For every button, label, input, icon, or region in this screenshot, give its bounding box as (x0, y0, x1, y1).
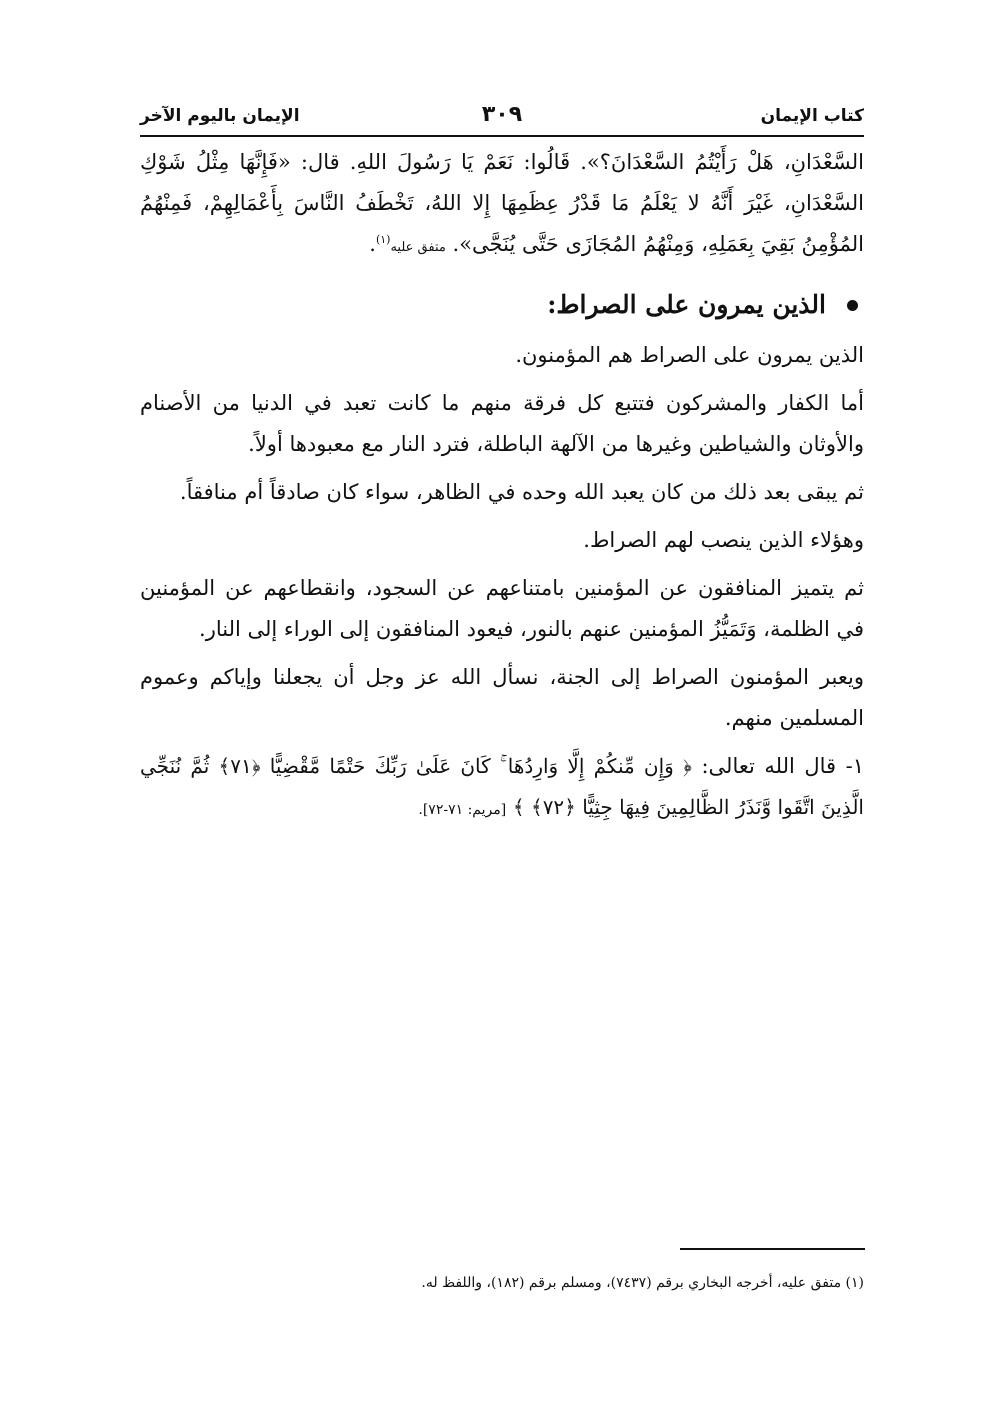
footnote-marker: (١) (375, 233, 391, 246)
paragraph: أما الكفار والمشركون فتتبع كل فرقة منهم ما كانت تعبد في الدنيا من الأصنام والأوثان والشياطين وغيرها من الآلهة الباطلة، فترد النار مع معبودها أولاً. (140, 391, 864, 456)
paragraph: ثم يبقى بعد ذلك من كان يعبد الله وحده في الظاهر، سواء كان صادقاً أم منافقاً. (179, 480, 864, 504)
hadith-attribution: متفق عليه (390, 240, 446, 255)
paragraph: ثم يتميز المنافقون عن المؤمنين بامتناعهم عن السجود، وانقطاعهم عن المؤمنين في الظلمة، وَتَمَيُّزُ المؤمنين عنهم بالنور، فيعود المنافقون إلى الوراء إلى النار. (140, 576, 864, 641)
page-body (140, 142, 864, 838)
hadith-text: السَّعْدَانِ، هَلْ رَأَيْتُمُ السَّعْدَانَ؟». قَالُوا: نَعَمْ يَا رَسُولَ اللهِ. قال: «فَإِنَّهَا مِثْلُ شَوْكِ السَّعْدَانِ، غَيْرَ أَنَّهُ لا يَعْلَمُ مَا قَدْرُ عِظَمِهَا إِلا اللهُ، تَخْطَفُ النَّاسَ بِأَعْمَالِهِمْ، فَمِنْهُمُ المُؤْمِنُ بَقِيَ بِعَمَلِهِ، وَمِنْهُمُ المُجَازَى حَتَّى يُنَجَّى». (140, 150, 864, 256)
hadith-end: . (369, 232, 376, 256)
page-header (140, 102, 864, 134)
section-heading (140, 284, 864, 325)
quran-verse (140, 746, 864, 831)
section-heading-text: الذين يمرون على الصراط: (547, 290, 826, 319)
book-title: كتاب الإيمان (760, 106, 864, 126)
paragraph: وهؤلاء الذين ينصب لهم الصراط. (583, 528, 864, 552)
footnote-rule (680, 1248, 865, 1250)
page-number: ٣٠٩ (481, 102, 523, 127)
verse-reference: [مريم: ٧١-٧٢]. (418, 802, 507, 818)
hadith-paragraph (140, 142, 864, 268)
bullet-icon (847, 300, 858, 311)
verse-intro: ١- قال الله تعالى: (701, 754, 864, 778)
paragraph: الذين يمرون على الصراط هم المؤمنون. (515, 343, 864, 367)
verse-text: ﴿ وَإِن مِّنكُمْ إِلَّا وَارِدُهَا ۚ كَانَ عَلَىٰ رَبِّكَ حَتْمًا مَّقْضِيًّا ﴿٧١﴾ ثُمَّ نُنَجِّي الَّذِينَ اتَّقَوا وَّنَذَرُ الظَّالِمِينَ فِيهَا جِثِيًّا ﴿٧٢﴾ ﴾ (140, 754, 864, 819)
footnote: (١) متفق عليه، أخرجه البخاري برقم (٧٤٣٧)، ومسلم برقم (١٨٢)، واللفظ له. (421, 1275, 864, 1291)
chapter-title: الإيمان باليوم الآخر (140, 106, 300, 126)
paragraph: ويعبر المؤمنون الصراط إلى الجنة، نسأل الله عز وجل أن يجعلنا وإياكم وعموم المسلمين منهم. (140, 665, 864, 730)
header-rule (140, 135, 864, 137)
